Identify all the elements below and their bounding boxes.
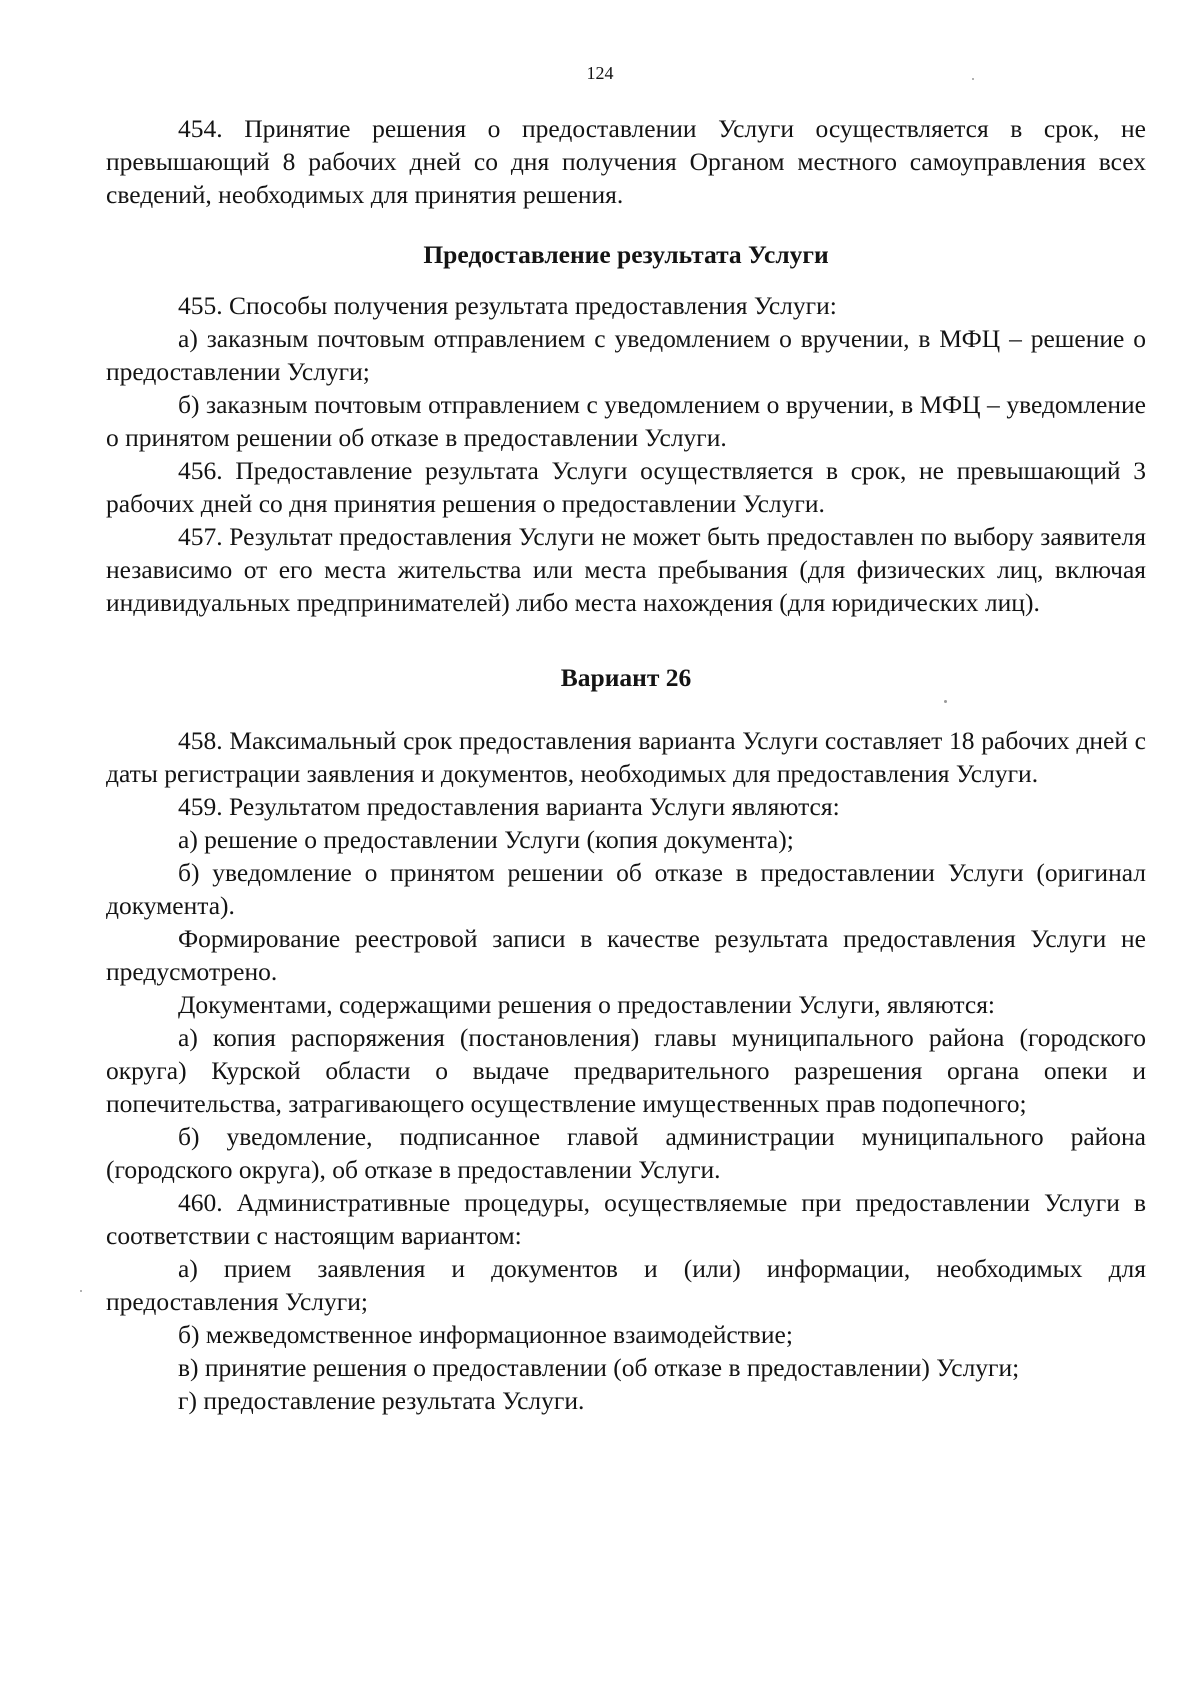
paragraph-455: 455. Способы получения результата предоставления Услуги: [178,291,837,320]
list-item-460-d: г) предоставление результата Услуги. [178,1386,585,1415]
scan-speck [972,78,974,80]
list-item-460-a: а) прием заявления и документов и (или) информации, необходимых для предоставления Услуги; [106,1254,1146,1316]
paragraph-documents-intro: Документами, содержащими решения о предоставлении Услуги, являются: [178,990,996,1019]
section-heading-variant: Вариант 26 [560,663,692,692]
list-item-460-b: б) межведомственное информационное взаимодействие; [178,1320,793,1349]
paragraph-458: 458. Максимальный срок предоставления варианта Услуги составляет 18 рабочих дней с даты регистрации заявления и документов, необходимых для предоставления Услуги. [106,726,1146,788]
list-item-documents-b: б) уведомление, подписанное главой администрации муниципального района (городского округа), об отказе в предоставлении Услуги. [106,1122,1146,1184]
list-item-455-a: а) заказным почтовым отправлением с уведомлением о вручении, в МФЦ – решение о предоставлении Услуги; [106,324,1146,386]
paragraph-457: 457. Результат предоставления Услуги не может быть предоставлен по выбору заявителя независимо от его места жительства или места пребывания (для физических лиц, включая индивидуальных предпринимателей) либо места нахождения (для юридических лиц). [106,522,1146,617]
scan-speck [80,1290,82,1292]
list-item-documents-a: а) копия распоряжения (постановления) главы муниципального района (городского округа) Курской области о выдаче предварительного разрешения органа опеки и попечительства, затрагивающего осуществление имущественных прав подопечного; [106,1023,1146,1118]
list-item-459-a: а) решение о предоставлении Услуги (копия документа); [178,825,794,854]
document-body [106,112,1146,1417]
scan-speck [944,700,947,703]
paragraph-456: 456. Предоставление результата Услуги осуществляется в срок, не превышающий 3 рабочих дней со дня принятия решения о предоставлении Услуги. [106,456,1146,518]
list-item-459-b: б) уведомление о принятом решении об отказе в предоставлении Услуги (оригинал документа). [106,858,1146,920]
paragraph-459: 459. Результатом предоставления варианта Услуги являются: [178,792,840,821]
list-item-460-c: в) принятие решения о предоставлении (об отказе в предоставлении) Услуги; [178,1353,1020,1382]
paragraph-registry-note: Формирование реестровой записи в качестве результата предоставления Услуги не предусмотрено. [106,924,1146,986]
page-number: 124 [586,63,614,83]
paragraph-454: 454. Принятие решения о предоставлении Услуги осуществляется в срок, не превышающий 8 рабочих дней со дня получения Органом местного самоуправления всех сведений, необходимых для принятия решения. [106,114,1146,209]
section-heading-result: Предоставление результата Услуги [423,240,829,269]
list-item-455-b: б) заказным почтовым отправлением с уведомлением о вручении, в МФЦ – уведомление о принятом решении об отказе в предоставлении Услуги. [106,390,1146,452]
paragraph-460: 460. Административные процедуры, осуществляемые при предоставлении Услуги в соответствии с настоящим вариантом: [106,1188,1146,1250]
